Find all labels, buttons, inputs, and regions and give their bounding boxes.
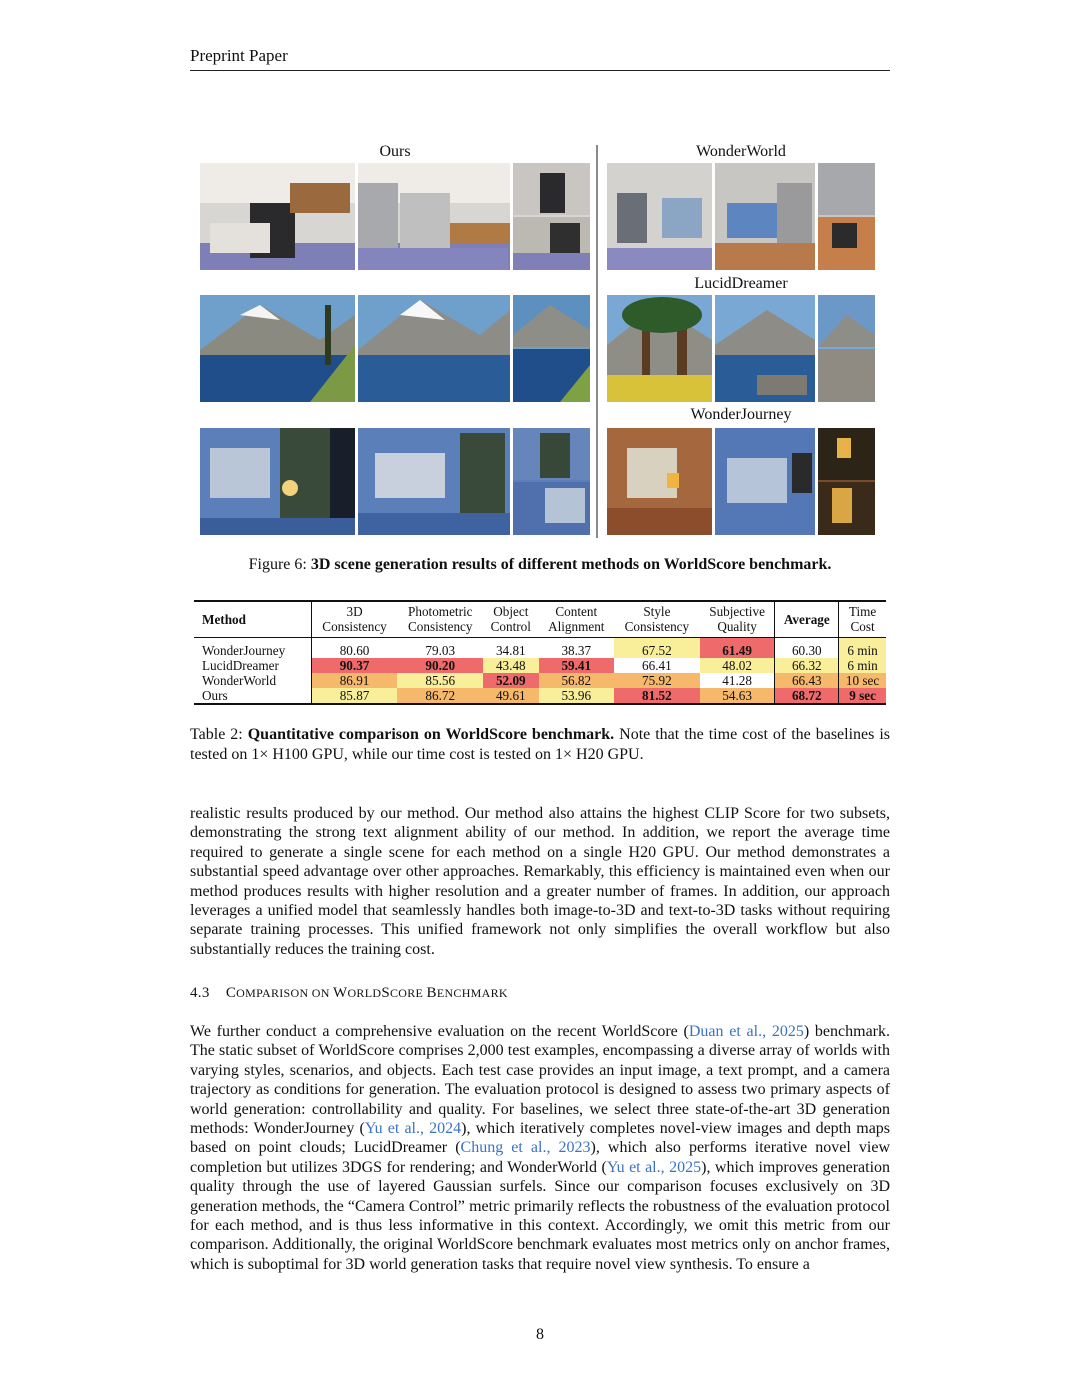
ours-kitchen-image	[200, 163, 590, 270]
cell: 52.09	[483, 673, 538, 688]
running-header	[190, 46, 890, 71]
row-method: Ours	[194, 688, 311, 704]
table-caption-text: Note that the time cost of the baselines is tested on 1× H100 GPU, while our time cost is tested on 1× H20 GPU.	[190, 726, 891, 763]
cell: 56.82	[539, 673, 615, 688]
cell: 66.43	[775, 673, 839, 688]
cell: 60.30	[775, 637, 839, 658]
cell: 67.52	[614, 637, 700, 658]
label-ours: Ours	[379, 143, 411, 160]
wonderjourney-image	[607, 428, 875, 535]
cell: 9 sec	[839, 688, 886, 704]
table-caption-title: Quantitative comparison on WorldScore benchmark.	[247, 726, 615, 743]
cell: 41.28	[722, 672, 752, 688]
cell: 43.48	[483, 658, 538, 673]
table-header-row	[194, 601, 886, 637]
figure-6	[200, 140, 876, 540]
cell: 10 sec	[839, 673, 886, 688]
cell: 66.41	[642, 657, 672, 673]
cell: 48.02	[700, 658, 775, 673]
header-object-control: Object Control	[483, 601, 538, 637]
cell: 85.87	[311, 688, 397, 704]
cell: 6 min	[839, 658, 886, 673]
cell: 6 min	[839, 637, 886, 658]
header-time-cost: Time Cost	[839, 601, 886, 637]
section-heading: 4.3 COMPARISON ON WORLDSCORE BENCHMARK	[190, 985, 508, 1001]
header-title: Preprint Paper	[190, 46, 288, 65]
cell: 38.37	[561, 642, 592, 658]
cell: 66.32	[775, 658, 839, 673]
citation-link[interactable]: Chung et al., 2023	[460, 1139, 591, 1157]
cell: 79.03	[425, 642, 456, 658]
paragraph-1: realistic results produced by our method. Our method also attains the highest CLIP Score for two subsets, demonstrating the strong text alignment ability of our method. In addition, we report the average time required to generate a single scene for each method on a single H20 GPU. Our method demonstrates a substantial speed advantage over other approaches. Remarkably, this efficiency is maintained even when our method produces results with higher resolution and a greater number of frames. In addition, our approach leverages a unified model that seamlessly handles both image-to-3D and text-to-3D tasks without requiring separate training processes. This unified framework not only simplifies the overall workflow but also substantially reduces the training cost.	[190, 805, 890, 958]
header-method: Method	[194, 601, 311, 637]
cell: 61.49	[700, 637, 775, 658]
table-row	[194, 688, 886, 704]
table-caption	[190, 725, 890, 765]
cell: 90.20	[397, 658, 483, 673]
header-subjective-quality: Subjective Quality	[700, 601, 775, 637]
citation-link[interactable]: Yu et al., 2025	[606, 1158, 702, 1176]
header-style-consistency: Style Consistency	[614, 601, 700, 637]
table-row	[194, 658, 886, 673]
luciddreamer-image	[607, 295, 875, 402]
cell: 75.92	[614, 673, 700, 688]
cell: 86.72	[397, 688, 483, 704]
cell: 90.37	[311, 658, 397, 673]
ours-lake-image	[200, 295, 590, 402]
ours-room-image	[200, 428, 590, 535]
section-number: 4.3	[190, 985, 210, 1001]
results-table	[194, 600, 886, 705]
header-average: Average	[775, 601, 839, 637]
wonderworld-image	[607, 163, 875, 270]
citation-link[interactable]: Duan et al., 2025	[688, 1023, 804, 1040]
table-caption-prefix: Table 2:	[190, 726, 243, 743]
label-luciddreamer: LucidDreamer	[694, 275, 788, 292]
cell: 81.52	[614, 688, 700, 704]
figure-caption	[190, 556, 890, 574]
citation-link[interactable]: Yu et al., 2024	[364, 1120, 462, 1138]
table-row	[194, 637, 886, 658]
cell: 80.60	[311, 637, 397, 658]
figure-caption-prefix: Figure 6:	[248, 556, 307, 573]
label-wonderjourney: WonderJourney	[690, 406, 792, 423]
cell: 34.81	[495, 642, 526, 658]
page-number: 8	[536, 1326, 544, 1343]
cell: 86.91	[311, 673, 397, 688]
cell: 68.72	[775, 688, 839, 704]
cell: 59.41	[539, 658, 615, 673]
row-method: WonderJourney	[202, 642, 286, 658]
paragraph-2: We further conduct a comprehensive evaluation on the recent WorldScore (Duan et al., 2025) benchmark. The static subset of WorldScore comprises 2,000 test examples, encompassing a diverse array of worlds with varying styles, scenarios, and objects. Each test case provides an input image, a text prompt, and a camera trajectory as conditions for generation. The evaluation protocol is designed to assess two primary aspects of world generation: controllability and quality. For baselines, we select three state-of-the-art 3D generation methods: WonderJourney (Yu et al., 2024), which iteratively completes novel-view images and depth maps based on point clouds; LucidDreamer (Chung et al., 2023), which also performs iterative novel view completion but utilizes 3DGS for rendering; and WonderWorld (Yu et al., 2025), which improves generation quality through the use of layered Gaussian surfels. Since our comparison focuses exclusively on 3D generation methods, the “Camera Control” metric primarily reflects the robustness of the evaluation protocol for each method, and is thus less informative in this context. Accordingly, we omit this metric from our comparison. Additionally, the original WorldScore benchmark evaluates most metrics only on anchor frames, which is suboptimal for 3D world generation tasks that require novel view synthesis. To ensure a	[190, 1023, 891, 1273]
cell: 54.63	[700, 688, 775, 704]
figure-caption-title: 3D scene generation results of different methods on WorldScore benchmark.	[310, 556, 832, 573]
row-method: WonderWorld	[202, 672, 277, 688]
header-3d-consistency: 3D Consistency	[311, 601, 397, 637]
figure-divider	[596, 145, 598, 538]
cell: 85.56	[397, 673, 483, 688]
row-method: LucidDreamer	[202, 657, 279, 673]
label-wonderworld: WonderWorld	[696, 143, 786, 160]
header-content-alignment: Content Alignment	[539, 601, 615, 637]
table-row	[194, 673, 886, 688]
header-photometric-consistency: Photometric Consistency	[397, 601, 483, 637]
cell: 53.96	[539, 688, 615, 704]
cell: 49.61	[483, 688, 538, 704]
